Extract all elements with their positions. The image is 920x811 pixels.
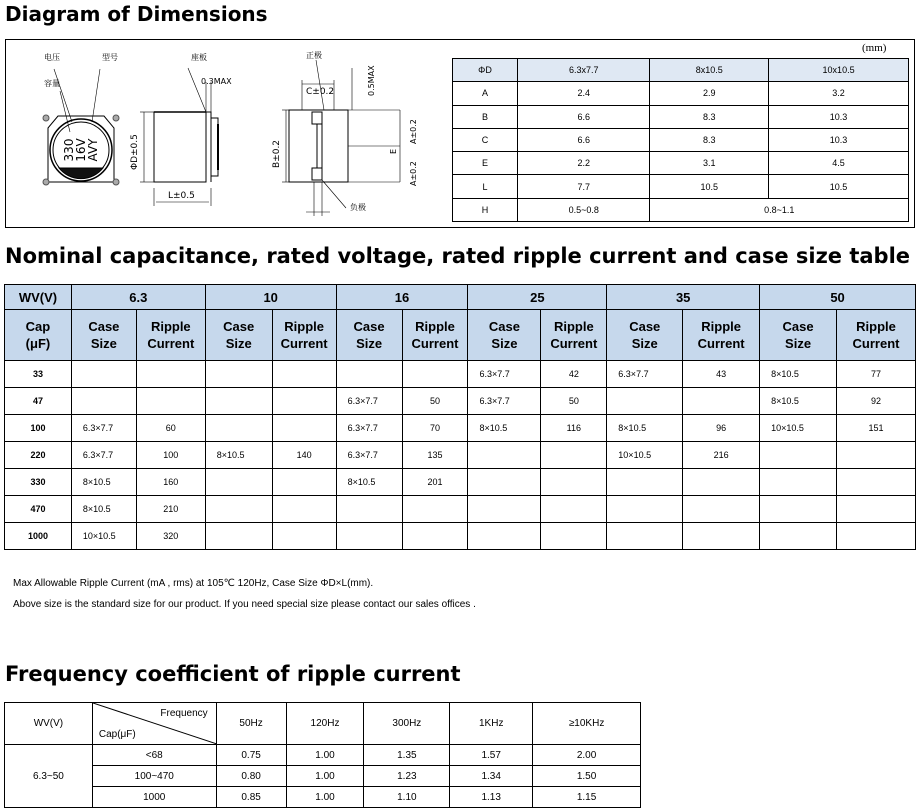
coefficient-cell: 1.00 (286, 787, 364, 808)
cell: 10.3 (769, 128, 909, 151)
ripple-cell (272, 415, 336, 442)
cap-value: 220 (5, 442, 72, 469)
case-size-cell: 6.3×7.7 (468, 388, 541, 415)
coefficient-cell: 0.80 (216, 766, 286, 787)
ripple-cell (836, 523, 915, 550)
cell: 8.3 (650, 128, 769, 151)
voltage-header: 35 (607, 285, 760, 310)
frequency-title: Frequency coefficient of ripple current (5, 662, 461, 686)
case-size-cell: 6.3×7.7 (468, 361, 541, 388)
ripple-current-header: Ripple Current (402, 310, 468, 361)
case-size-cell: 8×10.5 (71, 469, 136, 496)
cell: 10.5 (769, 175, 909, 198)
ripple-note: Max Allowable Ripple Current (mA , rms) at 105℃ 120Hz, Case Size ΦD×L(mm). (13, 578, 374, 589)
table-row (5, 469, 916, 496)
marking-series: AVY (86, 138, 100, 162)
case-size-cell: 8×10.5 (205, 442, 272, 469)
cell: 4.5 (769, 152, 909, 175)
frequency-header-row (5, 703, 641, 745)
table-row (5, 766, 641, 787)
ripple-current-header: Ripple Current (683, 310, 760, 361)
case-size-header: Case Size (607, 310, 683, 361)
ripple-cell: 216 (683, 442, 760, 469)
table-row (453, 198, 909, 221)
unit-label: (mm) (862, 42, 887, 54)
coefficient-cell: 1.57 (450, 745, 533, 766)
freq-header: 120Hz (286, 703, 364, 745)
cell: 2.2 (518, 152, 650, 175)
case-size-cell: 6.3×7.7 (71, 415, 136, 442)
dim-a-bottom: A±0.2 (409, 161, 418, 186)
coefficient-cell: 1.23 (364, 766, 450, 787)
case-size-header: Case Size (71, 310, 136, 361)
dim-0.5max: 0.5MAX (367, 65, 376, 96)
case-size-header: Case Size (468, 310, 541, 361)
table-row (5, 388, 916, 415)
case-size-cell: 6.3×7.7 (336, 442, 402, 469)
ripple-cell (541, 496, 607, 523)
header-cell: ΦD (453, 59, 518, 82)
cap-header: Cap (μF) (5, 310, 72, 361)
case-size-cell: 6.3×7.7 (607, 361, 683, 388)
dimensions-title: Diagram of Dimensions (5, 2, 268, 26)
coefficient-cell: 1.10 (364, 787, 450, 808)
table-row (5, 442, 916, 469)
case-size-cell (336, 496, 402, 523)
case-size-cell (205, 469, 272, 496)
frequency-label: Frequency (160, 708, 208, 719)
ripple-cell (272, 361, 336, 388)
ripple-cell (136, 388, 205, 415)
case-size-cell: 8×10.5 (760, 388, 837, 415)
ripple-cell (541, 442, 607, 469)
coefficient-cell: 0.85 (216, 787, 286, 808)
cell: 3.1 (650, 152, 769, 175)
case-size-cell (760, 442, 837, 469)
dim-0.3max: 0.3MAX (201, 77, 232, 86)
ripple-cell (836, 469, 915, 496)
case-size-cell (71, 361, 136, 388)
coefficient-cell: 1.15 (533, 787, 641, 808)
cap-value: 47 (5, 388, 72, 415)
ripple-cell: 320 (136, 523, 205, 550)
table-row (453, 152, 909, 175)
ripple-cell (836, 442, 915, 469)
case-size-cell (71, 388, 136, 415)
table-row (453, 128, 909, 151)
ripple-current-header: Ripple Current (541, 310, 607, 361)
wv-label: WV(V) (5, 285, 72, 310)
model-label: 型号 (102, 53, 118, 62)
ripple-cell (402, 496, 468, 523)
coefficient-cell: 1.35 (364, 745, 450, 766)
case-size-cell: 10×10.5 (607, 442, 683, 469)
cell: 0.8~1.1 (650, 198, 909, 221)
freq-header: 50Hz (216, 703, 286, 745)
dimension-drawing (6, 40, 446, 226)
case-size-cell (760, 469, 837, 496)
cell: 2.9 (650, 82, 769, 105)
case-size-header: Case Size (760, 310, 837, 361)
case-size-header: Case Size (336, 310, 402, 361)
case-size-cell (468, 523, 541, 550)
header-cell: 10x10.5 (769, 59, 909, 82)
table-row (5, 415, 916, 442)
side-view-drawing (140, 68, 218, 206)
row-label: A (453, 82, 518, 105)
ripple-cell (402, 523, 468, 550)
ripple-cell (683, 469, 760, 496)
freq-header: ≥10KHz (533, 703, 641, 745)
ripple-cell (683, 388, 760, 415)
table-row (5, 745, 641, 766)
capacitance-table (4, 284, 916, 550)
ripple-cell (836, 496, 915, 523)
ripple-cell (272, 523, 336, 550)
row-label: B (453, 105, 518, 128)
row-label: C (453, 128, 518, 151)
ripple-cell (272, 496, 336, 523)
coefficient-cell: 1.00 (286, 766, 364, 787)
ripple-cell: 43 (683, 361, 760, 388)
cell: 6.6 (518, 105, 650, 128)
case-size-cell: 8×10.5 (468, 415, 541, 442)
case-size-cell (336, 523, 402, 550)
case-size-cell (205, 361, 272, 388)
voltage-label: 电压 (44, 53, 60, 62)
header-cell: 8x10.5 (650, 59, 769, 82)
case-size-cell: 8×10.5 (336, 469, 402, 496)
sub-header-row (5, 310, 916, 361)
voltage-header: 10 (205, 285, 336, 310)
freq-header: 1KHz (450, 703, 533, 745)
ripple-cell (683, 523, 760, 550)
coefficient-cell: 1.00 (286, 745, 364, 766)
dim-a-top: A±0.2 (409, 119, 418, 144)
ripple-cell (272, 469, 336, 496)
case-size-cell (607, 469, 683, 496)
dimensions-table-header (453, 59, 909, 82)
ripple-cell: 50 (541, 388, 607, 415)
case-size-cell (760, 523, 837, 550)
cap-value: 1000 (5, 523, 72, 550)
base-label: 座板 (191, 53, 207, 62)
ripple-cell: 160 (136, 469, 205, 496)
header-cell: 6.3x7.7 (518, 59, 650, 82)
ripple-cell: 42 (541, 361, 607, 388)
table-row (453, 175, 909, 198)
cap-value: 330 (5, 469, 72, 496)
table-row (5, 787, 641, 808)
table-row (5, 523, 916, 550)
case-size-cell: 8×10.5 (607, 415, 683, 442)
case-size-cell (205, 388, 272, 415)
ripple-cell: 116 (541, 415, 607, 442)
case-size-cell (760, 496, 837, 523)
case-size-cell (468, 496, 541, 523)
cell: 10.3 (769, 105, 909, 128)
case-size-cell: 10×10.5 (760, 415, 837, 442)
table-row (5, 361, 916, 388)
size-note: Above size is the standard size for our product. If you need special size please contact our sales offices . (13, 599, 476, 610)
case-size-cell: 8×10.5 (71, 496, 136, 523)
coefficient-cell: 2.00 (533, 745, 641, 766)
ripple-cell: 100 (136, 442, 205, 469)
case-size-cell: 6.3×7.7 (336, 415, 402, 442)
dim-b: B±0.2 (272, 139, 282, 168)
ripple-cell: 50 (402, 388, 468, 415)
ripple-cell: 135 (402, 442, 468, 469)
case-size-cell (205, 415, 272, 442)
coefficient-cell: 1.50 (533, 766, 641, 787)
table-row (5, 496, 916, 523)
coefficient-cell: 0.75 (216, 745, 286, 766)
case-size-cell (205, 496, 272, 523)
row-label: E (453, 152, 518, 175)
ripple-cell: 60 (136, 415, 205, 442)
cell: 0.5~0.8 (518, 198, 650, 221)
ripple-current-header: Ripple Current (836, 310, 915, 361)
table-row (453, 82, 909, 105)
ripple-cell (541, 523, 607, 550)
case-size-cell: 6.3×7.7 (71, 442, 136, 469)
cell: 2.4 (518, 82, 650, 105)
cell: 7.7 (518, 175, 650, 198)
ripple-cell: 70 (402, 415, 468, 442)
dimensions-table (452, 58, 909, 222)
negative-label: 负极 (350, 203, 366, 212)
voltage-header-row (5, 285, 916, 310)
coefficient-cell: 1.34 (450, 766, 533, 787)
case-size-cell (336, 361, 402, 388)
ripple-cell: 96 (683, 415, 760, 442)
dim-diameter: ΦD±0.5 (130, 134, 140, 170)
cell: 3.2 (769, 82, 909, 105)
cap-value: 33 (5, 361, 72, 388)
cap-range: 1000 (92, 787, 216, 808)
coefficient-cell: 1.13 (450, 787, 533, 808)
frequency-cap-header (92, 703, 216, 745)
cap-value: 100 (5, 415, 72, 442)
case-size-cell: 8×10.5 (760, 361, 837, 388)
freq-header: 300Hz (364, 703, 450, 745)
dim-e: E (389, 148, 398, 154)
ripple-cell: 77 (836, 361, 915, 388)
positive-label: 正极 (306, 51, 322, 60)
ripple-cell: 140 (272, 442, 336, 469)
wv-value: 6.3~50 (5, 745, 93, 808)
ripple-current-header: Ripple Current (136, 310, 205, 361)
ripple-cell: 151 (836, 415, 915, 442)
front-view-drawing (282, 60, 400, 216)
ripple-cell (272, 388, 336, 415)
marking-capacitance: 330 (62, 138, 76, 162)
ripple-cell (136, 361, 205, 388)
cap-range: <68 (92, 745, 216, 766)
wv-header: WV(V) (5, 703, 93, 745)
case-size-cell (607, 496, 683, 523)
case-size-cell: 10×10.5 (71, 523, 136, 550)
cap-label: Cap(μF) (98, 729, 136, 740)
ripple-current-header: Ripple Current (272, 310, 336, 361)
ripple-cell: 92 (836, 388, 915, 415)
dim-length: L±0.5 (168, 191, 195, 201)
dim-c: C±0.2 (306, 87, 335, 97)
ripple-cell: 210 (136, 496, 205, 523)
capacity-label: 容量 (44, 79, 60, 88)
case-size-cell (607, 523, 683, 550)
marking-voltage: 16V (74, 138, 88, 162)
ripple-cell (683, 496, 760, 523)
capacitance-title: Nominal capacitance, rated voltage, rated ripple current and case size table (5, 244, 911, 268)
case-size-cell (468, 469, 541, 496)
cell: 8.3 (650, 105, 769, 128)
ripple-cell (402, 361, 468, 388)
row-label: L (453, 175, 518, 198)
cell: 10.5 (650, 175, 769, 198)
frequency-table (4, 702, 641, 808)
case-size-cell (205, 523, 272, 550)
case-size-header: Case Size (205, 310, 272, 361)
voltage-header: 16 (336, 285, 468, 310)
case-size-cell: 6.3×7.7 (336, 388, 402, 415)
case-size-cell (468, 442, 541, 469)
voltage-header: 6.3 (71, 285, 205, 310)
cap-range: 100~470 (92, 766, 216, 787)
ripple-cell: 201 (402, 469, 468, 496)
ripple-cell (541, 469, 607, 496)
voltage-header: 50 (760, 285, 916, 310)
row-label: H (453, 198, 518, 221)
table-row (453, 105, 909, 128)
voltage-header: 25 (468, 285, 607, 310)
case-size-cell (607, 388, 683, 415)
cap-value: 470 (5, 496, 72, 523)
cell: 6.6 (518, 128, 650, 151)
